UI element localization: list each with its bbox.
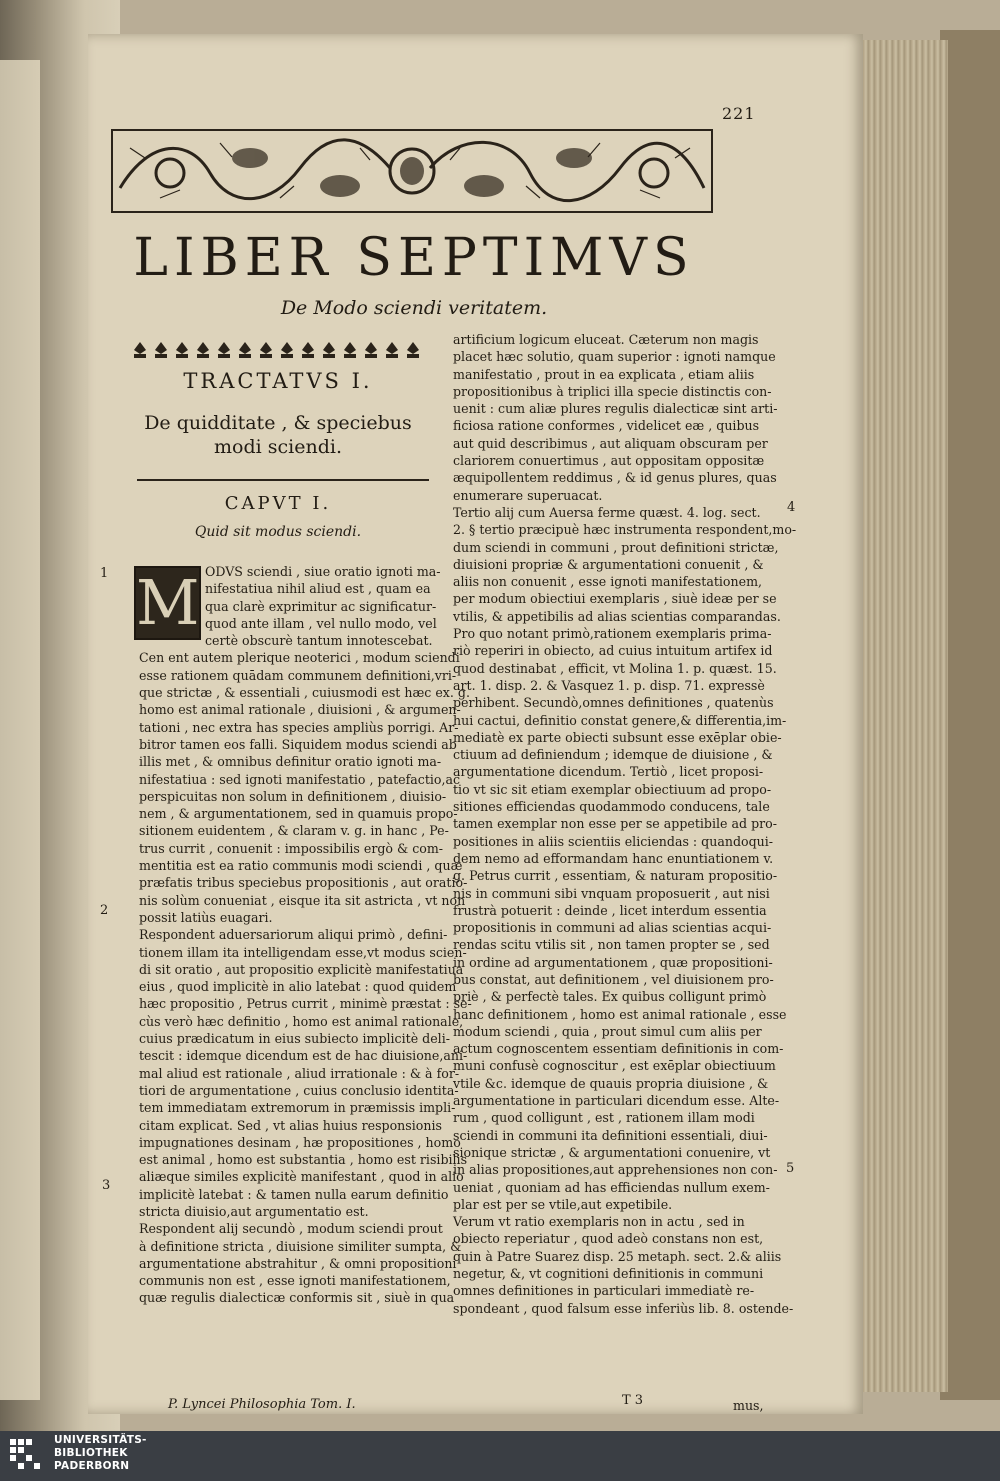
text-line: eius , quod implicitè in alio latebat : quod quidem	[139, 979, 457, 995]
text-line: quod destinabat , efficit, vt Molina 1. p. quæst. 15.	[453, 660, 777, 676]
text-line: argumentatione dicendum. Tertiò , licet proposi-	[453, 764, 764, 780]
text-line: sitiones efficiendas quodammodo conducens, tale	[453, 799, 770, 815]
text-line: di sit oratio , aut propositio explicitè manifestatiua	[139, 961, 464, 977]
text-line: aut quid describimus , aut aliquam obscuram per	[453, 435, 768, 451]
decorative-headpiece-ornament	[110, 128, 714, 214]
text-line: nis in communi sibi vnquam proposuerit , aut nisi	[453, 885, 770, 901]
text-line: actum cognoscentem essentiam definitionis in com-	[453, 1041, 784, 1057]
margin-number-2: 2	[100, 903, 109, 918]
text-line: aliæque similes explicitè manifestant , quod in alio	[139, 1169, 464, 1185]
running-footer-author: P. Lyncei Philosophia Tom. I.	[168, 1397, 356, 1412]
fleuron-ornament-row	[130, 338, 430, 364]
text-line: manifestatio , prout in ea explicata , etiam aliis	[453, 366, 755, 382]
text-line: frustrà potuerit : deinde , licet interdum essentia	[453, 902, 767, 918]
text-line: rum , quod colligunt , est , rationem illam modi	[453, 1110, 755, 1126]
text-line: nis solùm conueniat , eisque ita sit astricta , vt non	[139, 892, 466, 908]
text-line: per modum obiectiui exemplaris , siuè ideæ per se	[453, 591, 777, 607]
text-line: nifestatiua nihil aliud est , quam ea	[205, 581, 431, 597]
text-line: illis met , & omnibus definitur oratio ignoti ma-	[139, 754, 442, 770]
margin-number-5: 5	[786, 1161, 795, 1176]
text-line: nem , & argumentationem, sed in quamuis propo-	[139, 806, 458, 822]
text-line: communis non est , esse ignoti manifestationem,	[139, 1273, 451, 1289]
text-line: que strictæ , & essentiali , cuiusmodi est hæc ex. g.	[139, 685, 470, 701]
text-line: tamen exemplar non esse per se appetibile ad pro-	[453, 816, 777, 832]
decorated-initial-letter: M	[136, 566, 200, 639]
library-logo-line-3: PADERBORN	[54, 1460, 130, 1472]
text-line: 2. § tertio præcipuè hæc instrumenta respondent,mo-	[453, 522, 797, 538]
tractatus-subheading-line-2: modi sciendi.	[214, 436, 342, 458]
text-line: tio vt sic sit etiam exemplar obiectiuum ad propo-	[453, 781, 772, 797]
text-line: mal aliud est rationale , aliud irrationale : & à for-	[139, 1065, 460, 1081]
text-line: positiones in aliis scientiis eliciendas : quandoqui-	[453, 833, 774, 849]
text-line: mediatè ex parte obiecti subsunt esse exēplar obie-	[453, 729, 782, 745]
text-line: in alias propositiones,aut apprehensiones non con-	[453, 1162, 778, 1178]
library-logo-line-1: UNIVERSITÄTS-	[54, 1434, 147, 1446]
text-line: sciendi in communi ita definitioni essentiali, diui-	[453, 1127, 768, 1143]
text-line: in ordine ad argumentationem , quæ propositioni-	[453, 954, 773, 970]
text-line: sionique strictæ , & argumentationi conuenire, vt	[453, 1144, 771, 1160]
text-line: negetur, &, vt cognitioni definitionis in communi	[453, 1266, 764, 1282]
text-line: vtile &c. idemque de quauis propria diuisione , &	[453, 1075, 769, 1091]
chapter-subheading: Quid sit modus sciendi.	[194, 524, 362, 540]
text-line: stricta diuisio,aut argumentatio est.	[139, 1203, 369, 1219]
text-line: perspicuitas non solum in definitionem , diuisio-	[139, 788, 447, 804]
text-line: propositionibus à triplici illa specie distinctis con-	[453, 383, 772, 399]
book-cover-edge	[940, 30, 1000, 1400]
text-line: riò reperiri in obiecto, ad cuius intuitum artifex id	[453, 643, 773, 659]
page-stack-edge	[862, 40, 948, 1392]
text-line: art. 1. disp. 2. & Vasquez 1. p. disp. 71. expressè	[453, 677, 765, 693]
text-line: enumerare superuacat.	[453, 487, 603, 503]
text-line: qua clarè exprimitur ac significatur-	[205, 598, 437, 614]
text-line: quod ante illam , vel nullo modo, vel	[205, 615, 437, 631]
text-line: vtilis, & appetibilis ad alias scientias comparandas.	[453, 608, 781, 624]
library-logo-icon	[8, 1437, 46, 1475]
text-line: plar est per se vtile,aut expetibile.	[453, 1196, 673, 1212]
library-logo-text	[54, 1434, 147, 1473]
margin-number-4: 4	[787, 500, 796, 515]
tractatus-subheading-line-1: De quidditate , & speciebus	[144, 412, 412, 434]
decorated-initial	[134, 566, 201, 640]
margin-number-3: 3	[102, 1178, 111, 1193]
text-line: esse rationem quādam communem definitioni,vri-	[139, 667, 457, 683]
left-page-edge	[0, 60, 40, 1400]
text-line: cuius prædicatum in eius subiecto implicitè deli-	[139, 1031, 450, 1047]
text-line: Respondent alij secundò , modum sciendi prout	[139, 1221, 443, 1237]
left-text-column	[139, 563, 472, 1307]
text-line: obiecto reperiatur , quod adeò constans non est,	[453, 1231, 764, 1247]
text-line: implicitè latebat : & tamen nulla earum definitio	[139, 1186, 449, 1202]
section-rule	[137, 479, 429, 481]
page-number: 221	[722, 104, 756, 123]
text-line: omnes definitiones in particulari immediatè re-	[453, 1283, 755, 1299]
text-line: Tertio alij cum Auersa ferme quæst. 4. log. sect.	[453, 504, 761, 520]
library-logo-line-2: BIBLIOTHEK	[54, 1447, 128, 1459]
text-line: tationi , nec extra has species ampliùs porrigi. Ar-	[139, 719, 459, 735]
text-line: homo est animal rationale , diuisioni , & argumen-	[139, 702, 461, 718]
text-line: hui cactui, definitio constat genere,& differentia,im-	[453, 712, 787, 728]
catchword: mus,	[733, 1398, 764, 1413]
text-line: tescit : idemque dicendum est de hac diuisione,ani-	[139, 1048, 468, 1064]
text-line: quin à Patre Suarez disp. 25 metaph. sect. 2.& aliis	[453, 1248, 782, 1264]
text-line: impugnationes desinam , hæ propositiones , homo	[139, 1134, 461, 1150]
text-line: ficiosa ratione conformes , videlicet eæ , quibus	[453, 418, 760, 434]
text-line: possit latiùs euagari.	[139, 909, 273, 925]
text-line: artificium logicum eluceat. Cæterum non magis	[453, 332, 759, 347]
text-line: ODVS sciendi , siue oratio ignoti ma-	[205, 564, 441, 579]
text-line: ctiuum ad definiendum ; idemque de diuisione , &	[453, 747, 773, 763]
text-line: clariorem conuertimus , aut oppositam oppositæ	[453, 453, 765, 469]
text-line: à definitione stricta , diuisione similiter sumpta, &	[139, 1238, 462, 1254]
text-line: g. Petrus currit , essentiam, & naturam propositio-	[453, 868, 778, 884]
text-line: certè obscurè tantum innotescebat.	[205, 633, 433, 649]
text-line: dum sciendi in communi , prout definitioni strictæ,	[453, 539, 779, 555]
text-line: hanc definitionem , homo est animal rationale , esse	[453, 1006, 787, 1022]
margin-number-1: 1	[100, 566, 109, 581]
text-line: citam explicat. Sed , vt alias huius responsionis	[139, 1117, 442, 1133]
text-line: præfatis tribus speciebus propositionis , aut oratio-	[139, 875, 468, 891]
text-line: modum sciendi , quia , prout simul cum aliis per	[453, 1023, 762, 1039]
text-line: nifestatiua : sed ignoti manifestatio , patefactio,ac	[139, 771, 461, 787]
signature-mark: T 3	[622, 1393, 644, 1408]
text-line: aliis non conuenit , esse ignoti manifestationem,	[453, 574, 763, 590]
text-line: Respondent aduersariorum aliqui primò , defini-	[139, 927, 448, 943]
chapter-heading: CAPVT I.	[224, 493, 332, 514]
tractatus-heading: TRACTATVS I.	[183, 369, 373, 393]
book-subtitle: De Modo sciendi veritatem.	[280, 297, 548, 319]
text-line: Pro quo notant primò,rationem exemplaris prima-	[453, 626, 772, 642]
tractatus-subheading	[128, 411, 428, 459]
text-line: sitionem euidentem , & claram v. g. in hanc , Pe-	[139, 823, 449, 839]
text-line: propositionis in communi ad alias scientias acqui-	[453, 920, 772, 936]
text-line: tem immediatam extremorum in præmissis impli-	[139, 1100, 456, 1116]
text-line: placet hæc solutio, quam superior : ignoti namque	[453, 349, 776, 365]
text-line: est animal , homo est substantia , homo est risibilis	[139, 1152, 468, 1168]
text-line: bitror tamen eos falli. Siquidem modus sciendi ab	[139, 736, 457, 752]
text-line: trus currit , conuenit : impossibilis ergò & com-	[139, 840, 444, 856]
text-line: rendas scitu vtilis sit , non tamen propter se , sed	[453, 937, 770, 953]
text-line: ueniat , quoniam ad has efficiendas nullum exem-	[453, 1179, 770, 1195]
text-line: mentitia est ea ratio communis modi sciendi , quæ	[139, 858, 463, 874]
text-line: muni confusè cognoscitur , est exēplar obiectiuum	[453, 1058, 776, 1074]
text-line: Cen ent autem plerique neoterici , modum sciendi	[139, 650, 460, 666]
text-line: Verum vt ratio exemplaris non in actu , sed in	[453, 1214, 745, 1230]
text-line: æquipollentem reddimus , & id genus plures, quas	[453, 470, 777, 486]
book-title: LIBER SEPTIMVS	[133, 228, 695, 288]
text-line: quæ regulis dialecticæ conformis sit , siuè in qua	[139, 1290, 455, 1306]
text-line: dem nemo ad efformandam hanc enuntiationem v.	[453, 850, 774, 866]
text-line: hæc propositio , Petrus currit , minimè præstat : se-	[139, 996, 472, 1012]
library-footer-bar	[0, 1431, 1000, 1481]
text-line: cùs verò hæc definitio , homo est animal rationale,	[139, 1013, 464, 1029]
text-line: uenit : cum aliæ plures regulis dialecticæ sint arti-	[453, 401, 778, 417]
right-text-column	[453, 331, 797, 1317]
text-line: bus constat, aut definitionem , vel diuisionem pro-	[453, 971, 774, 987]
text-line: diuisioni propriæ & argumentationi conuenit , &	[453, 556, 764, 572]
text-line: argumentatione in particulari dicendum esse. Alte-	[453, 1093, 780, 1109]
text-line: perhibent. Secundò,omnes definitiones , quatenùs	[453, 695, 774, 711]
text-line: spondeant , quod falsum esse inferiùs lib. 8. ostende-	[453, 1300, 794, 1316]
text-line: argumentatione abstrahitur , & omni propositioni	[139, 1255, 457, 1271]
text-line: priè , & perfectè tales. Ex quibus colligunt primò	[453, 989, 767, 1005]
text-line: tionem illam ita intelligendam esse,vt modus scien-	[139, 944, 467, 960]
text-line: tiori de argumentatione , cuius conclusio identita-	[139, 1082, 459, 1098]
